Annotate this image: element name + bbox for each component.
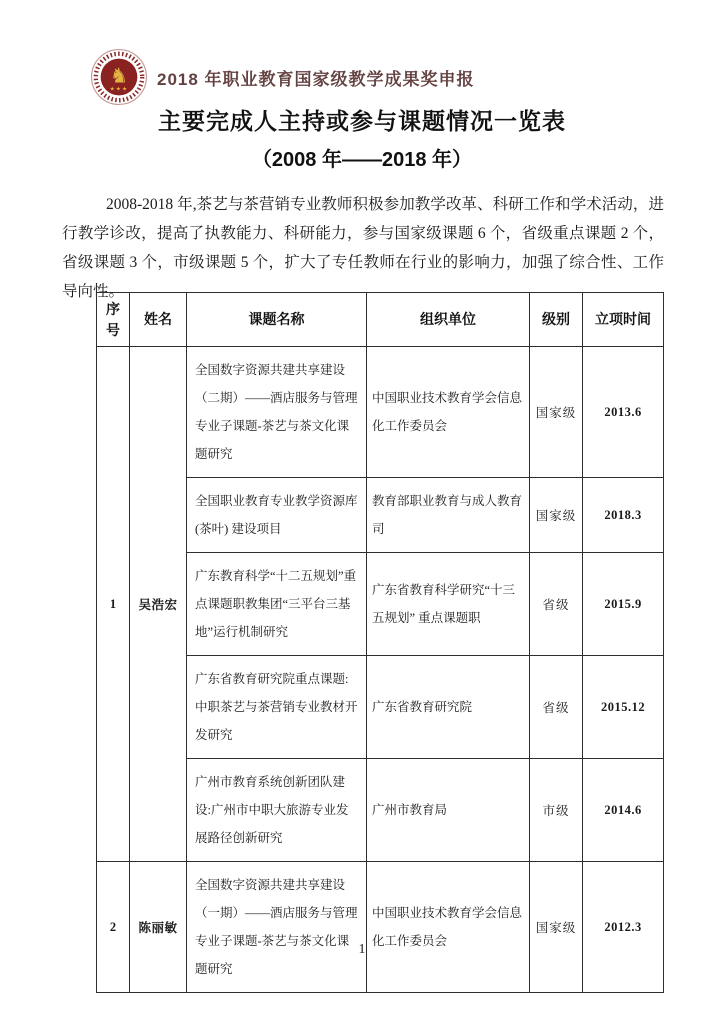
cell-project: 广东省教育研究院重点课题:中职茶艺与茶营销专业教材开发研究 bbox=[187, 656, 367, 759]
table-row bbox=[97, 862, 664, 993]
column-header-5: 立项时间 bbox=[583, 293, 664, 347]
cell-date: 2013.6 bbox=[583, 347, 664, 478]
cell-level: 国家级 bbox=[530, 478, 583, 553]
cell-index: 1 bbox=[97, 347, 130, 862]
cell-project: 广州市教育系统创新团队建设:广州市中职大旅游专业发展路径创新研究 bbox=[187, 759, 367, 862]
cell-org: 教育部职业教育与成人教育司 bbox=[367, 478, 530, 553]
horse-icon: ♞ bbox=[109, 65, 129, 88]
cell-level: 国家级 bbox=[530, 862, 583, 993]
table-row bbox=[97, 347, 664, 478]
column-header-2: 课题名称 bbox=[187, 293, 367, 347]
page-number: 1 bbox=[358, 942, 366, 957]
cell-org: 广东省教育研究院 bbox=[367, 656, 530, 759]
stars-icon: ★★★ bbox=[109, 86, 129, 93]
cell-org: 广东省教育科学研究“十三五规划” 重点课题职 bbox=[367, 553, 530, 656]
cell-org: 中国职业技术教育学会信息化工作委员会 bbox=[367, 862, 530, 993]
cell-date: 2015.12 bbox=[583, 656, 664, 759]
document-header bbox=[90, 46, 475, 108]
column-header-0: 序号 bbox=[97, 293, 130, 347]
cell-project: 全国数字资源共建共享建设（一期）——酒店服务与管理专业子课题-茶艺与茶文化课题研究 bbox=[187, 862, 367, 993]
school-seal-logo bbox=[90, 48, 148, 106]
page-subtitle: （2008 年——2018 年） bbox=[251, 149, 473, 171]
cell-project: 广东教育科学“十二五规划”重点课题职教集团“三平台三基地”运行机制研究 bbox=[187, 553, 367, 656]
cell-level: 省级 bbox=[530, 656, 583, 759]
column-header-4: 级别 bbox=[530, 293, 583, 347]
cell-name: 陈丽敏 bbox=[130, 862, 187, 993]
cell-date: 2015.9 bbox=[583, 553, 664, 656]
cell-org: 中国职业技术教育学会信息化工作委员会 bbox=[367, 347, 530, 478]
page-title: 主要完成人主持或参与课题情况一览表 bbox=[158, 108, 566, 134]
cell-index: 2 bbox=[97, 862, 130, 993]
projects-table bbox=[96, 292, 664, 993]
table-header-row bbox=[97, 293, 664, 347]
cell-project: 全国职业教育专业教学资源库(茶叶) 建设项目 bbox=[187, 478, 367, 553]
cell-project: 全国数字资源共建共享建设（二期）——酒店服务与管理专业子课题-茶艺与茶文化课题研究 bbox=[187, 347, 367, 478]
cell-level: 省级 bbox=[530, 553, 583, 656]
intro-paragraph: 2008-2018 年,茶艺与茶营销专业教师积极参加教学改革、科研工作和学术活动，进行教学诊改，提高了执教能力、科研能力，参与国家级课题 6 个，省级重点课题 2 个，省级课题 3 个，市级课题 5 个，扩大了专任教师在行业的影响力，加强了综合性、工作导向性。 bbox=[62, 196, 664, 300]
cell-level: 国家级 bbox=[530, 347, 583, 478]
header-title: 2018 年职业教育国家级教学成果奖申报 bbox=[157, 69, 475, 89]
table-body bbox=[97, 347, 664, 993]
column-header-3: 组织单位 bbox=[367, 293, 530, 347]
cell-org: 广州市教育局 bbox=[367, 759, 530, 862]
cell-date: 2012.3 bbox=[583, 862, 664, 993]
column-header-1: 姓名 bbox=[130, 293, 187, 347]
cell-date: 2014.6 bbox=[583, 759, 664, 862]
cell-date: 2018.3 bbox=[583, 478, 664, 553]
cell-name: 吴浩宏 bbox=[130, 347, 187, 862]
cell-level: 市级 bbox=[530, 759, 583, 862]
